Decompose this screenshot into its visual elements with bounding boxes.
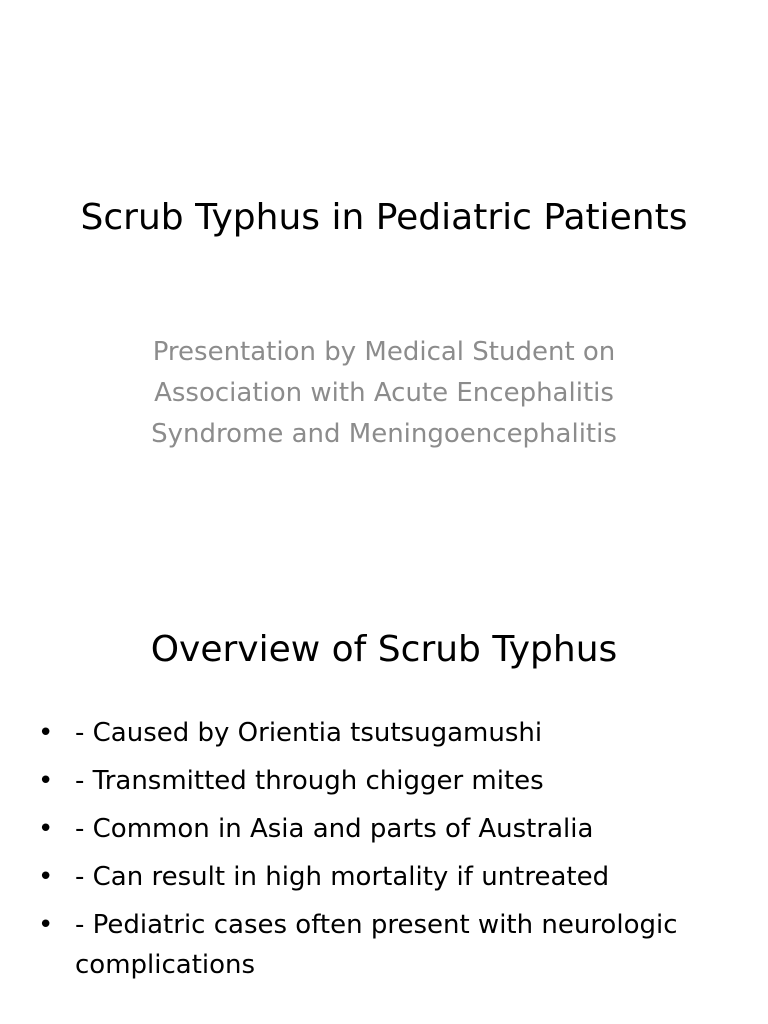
overview-slide bbox=[0, 512, 768, 1024]
bullet-item bbox=[38, 905, 738, 985]
subtitle-line: Association with Acute Encephalitis bbox=[154, 378, 614, 408]
bullet-text: - Can result in high mortality if untreated bbox=[75, 862, 610, 892]
bullet-icon: • bbox=[38, 766, 54, 796]
bullet-icon: • bbox=[38, 814, 54, 844]
bullet-text: - Transmitted through chigger mites bbox=[75, 766, 544, 796]
bullet-list bbox=[38, 713, 738, 993]
slide-subtitle bbox=[60, 332, 708, 455]
slide-title: Scrub Typhus in Pediatric Patients bbox=[80, 197, 688, 238]
slide-title: Overview of Scrub Typhus bbox=[150, 629, 618, 670]
bullet-text: - Pediatric cases often present with neurologic complications bbox=[75, 910, 678, 980]
subtitle-line: Syndrome and Meningoencephalitis bbox=[151, 419, 617, 449]
bullet-icon: • bbox=[38, 718, 54, 748]
bullet-icon: • bbox=[38, 910, 54, 940]
bullet-text: - Caused by Orientia tsutsugamushi bbox=[75, 718, 543, 748]
bullet-item bbox=[38, 761, 738, 801]
subtitle-line: Presentation by Medical Student on bbox=[152, 337, 616, 367]
bullet-icon: • bbox=[38, 862, 54, 892]
bullet-item bbox=[38, 713, 738, 753]
bullet-item bbox=[38, 857, 738, 897]
bullet-item bbox=[38, 809, 738, 849]
bullet-text: - Common in Asia and parts of Australia bbox=[75, 814, 594, 844]
